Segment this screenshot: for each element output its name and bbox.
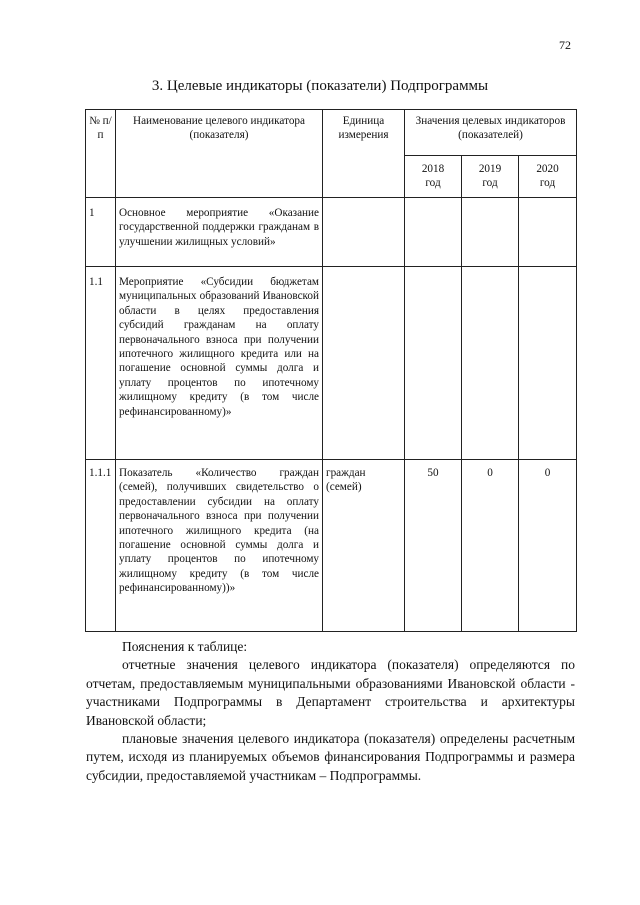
section-title: 3. Целевые индикаторы (показатели) Подпрограммы — [151, 78, 489, 94]
row-unit — [323, 198, 405, 267]
row-name: Показатель «Количество граждан (семей), получивших свидетельство о предоставлении субсидии на оплату первоначального взноса при получении ипотечного жилищного кредита (на погашение основной суммы долга и уплату процентов по ипотечному жилищному кредиту (в том числе рефинансированному))» — [116, 460, 323, 632]
row-value-2018: 50 — [405, 460, 462, 632]
header-year-2019 — [462, 156, 519, 198]
row-value-2020: 0 — [519, 460, 577, 632]
header-name: Наименование целевого индикатора (показателя) — [116, 110, 323, 198]
page-number: 72 — [559, 38, 571, 52]
year-label: 2020 — [536, 163, 559, 175]
year-label: 2019 — [478, 163, 502, 175]
row-unit: граждан (семей) — [323, 460, 405, 632]
notes-paragraph: отчетные значения целевого индикатора (показателя) определяются по отчетам, предоставляемым муниципальными образованиями Ивановской области - участниками Подпрограммы в Департамент строительства и архитектуры Ивановской области; — [86, 657, 575, 728]
row-name: Мероприятие «Субсидии бюджетам муниципальных образований Ивановской области в целях предоставления субсидий гражданам на оплату первоначального взноса при получении ипотечного жилищного кредита или на погашение основной суммы долга и уплату процентов по ипотечному жилищному кредиту (в том числе рефинансированному)» — [116, 267, 323, 460]
row-value-2020 — [519, 198, 577, 267]
notes-paragraph: плановые значения целевого индикатора (показателя) определены расчетным путем, исходя из планируемых объемов финансирования Подпрограммы и размера субсидии, предоставляемой участникам – Подпрограммы. — [86, 731, 575, 783]
row-value-2019: 0 — [462, 460, 519, 632]
row-name: Основное мероприятие «Оказание государственной поддержки гражданам в улучшении жилищных условий» — [116, 198, 323, 267]
row-num: 1 — [86, 198, 116, 267]
table-header-row — [86, 110, 577, 156]
row-value-2018 — [405, 198, 462, 267]
year-suffix: год — [425, 177, 441, 190]
header-year-2018 — [405, 156, 462, 198]
year-label: 2018 — [421, 163, 445, 175]
header-values: Значения целевых индикаторов (показателей) — [405, 110, 577, 156]
row-value-2019 — [462, 198, 519, 267]
header-year-2020 — [519, 156, 577, 198]
row-value-2020 — [519, 267, 577, 460]
table-row — [86, 460, 577, 632]
row-num: 1.1.1 — [86, 460, 116, 632]
year-suffix: год — [482, 177, 498, 190]
row-value-2018 — [405, 267, 462, 460]
year-suffix: год — [539, 177, 556, 190]
header-unit: Единица измерения — [323, 110, 405, 198]
row-value-2019 — [462, 267, 519, 460]
header-num: № п/п — [86, 110, 116, 198]
table-notes — [86, 638, 575, 785]
table-row — [86, 267, 577, 460]
row-unit — [323, 267, 405, 460]
indicators-table — [85, 109, 577, 632]
table-row — [86, 198, 577, 267]
row-num: 1.1 — [86, 267, 116, 460]
notes-heading: Пояснения к таблице: — [122, 639, 248, 654]
